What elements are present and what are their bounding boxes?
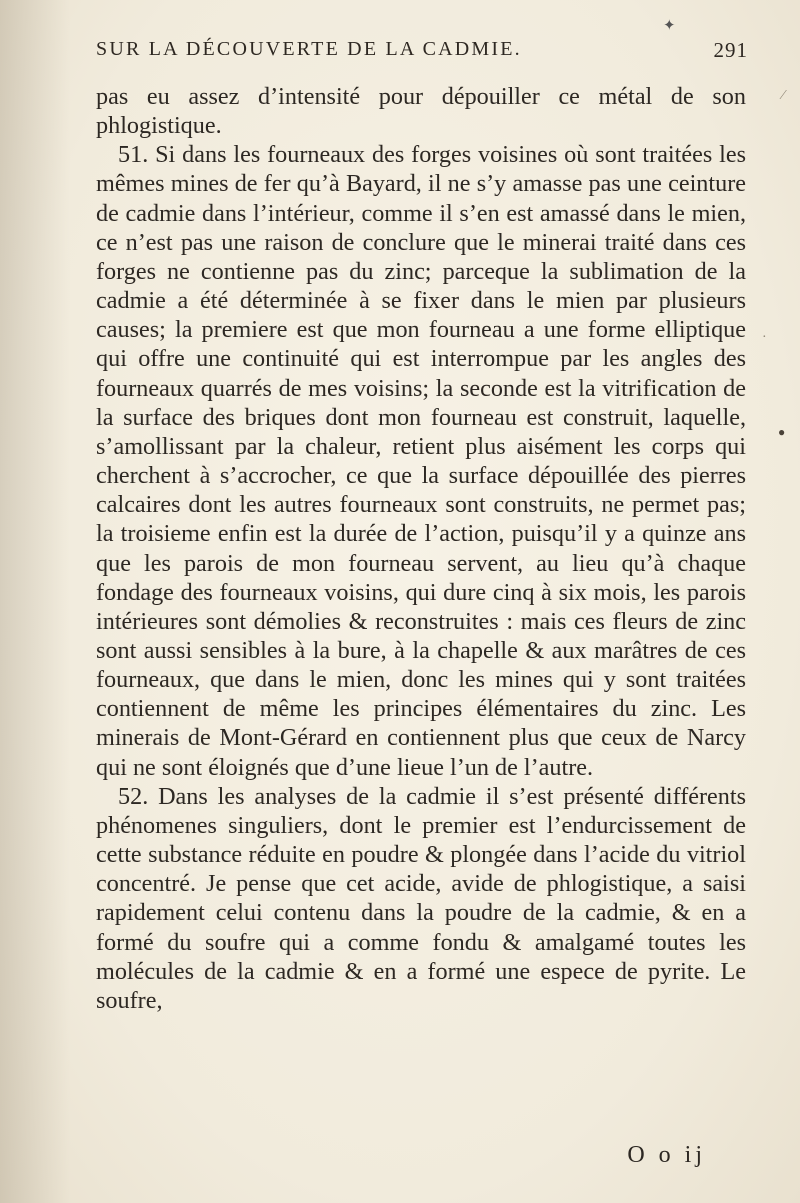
running-title: SUR LA DÉCOUVERTE DE LA CADMIE.	[96, 38, 522, 60]
signature-mark: O o ij	[627, 1142, 706, 1168]
gutter-shadow	[0, 0, 70, 1203]
margin-tick-icon: ⁄	[782, 88, 785, 103]
page-number: 291	[713, 38, 748, 62]
body-text	[96, 82, 746, 1015]
paragraph-52: 52. Dans les analyses de la cadmie il s’est présenté différents phénomenes singuliers, dont le premier est l’endurcissement de cette substance réduite en poudre & plongée dans l’acide du vitriol concentré. Je pense que cet acide, avide de phlogistique, a saisi rapidement celui contenu dans la poudre de la cadmie, & en a formé du soufre qui a comme fondu & amalgamé toutes les molécules de la cadmie & en a formé une espece de pyrite. Le soufre,	[96, 782, 746, 1014]
margin-dot-icon: ·	[762, 330, 767, 345]
margin-bullet-icon: ●	[778, 425, 786, 439]
page-footer	[96, 1142, 746, 1176]
paragraph-continuation: pas eu assez d’intensité pour dépouiller ce métal de son phlogistique.	[96, 83, 746, 140]
page-header	[96, 18, 748, 68]
paragraph-51: 51. Si dans les fourneaux des forges voisines où sont traitées les mêmes mines de fer qu’à Bayard, il ne s’y amasse pas une ceinture de cadmie dans l’intérieur, comme il s’en est amassé dans le mien, ce n’est pas une raison de conclure que le minerai traité dans ces forges ne contienne pas du zinc; parceque la sublimation de la cadmie a été déterminée à se fixer dans le mien par plusieurs causes; la premiere est que mon fourneau a une forme elliptique qui offre une continuité qui est interrompue par les angles des fourneaux quarrés de mes voisins; la seconde est la vitrification de la surface des briques dont mon fourneau est construit, laquelle, s’amollissant par la chaleur, retient plus aisément les corps qui cherchent à s’accrocher, ce que la surface dépouillée des pierres calcaires dont les autres fourneaux sont construits, ne permet pas; la troisieme enfin est la durée de l’action, puisqu’il y a quinze ans que les parois de mon fourneau servent, au lieu qu’à chaque fondage des fourneaux voisins, qui dure cinq à six mois, les parois intérieures sont démolies & reconstruites : mais ces fleurs de zinc sont aussi sensibles à la bure, à la chapelle & aux marâtres de ces fourneaux, que dans le mien, donc les mines qui y sont traitées contiennent de même les principes élémentaires du zinc. Les minerais de Mont-Gérard en contiennent plus que ceux de Narcy qui ne sont éloignés que d’une lieue l’un de l’autre.	[96, 141, 746, 781]
ink-mark-icon: ✦	[663, 18, 676, 34]
